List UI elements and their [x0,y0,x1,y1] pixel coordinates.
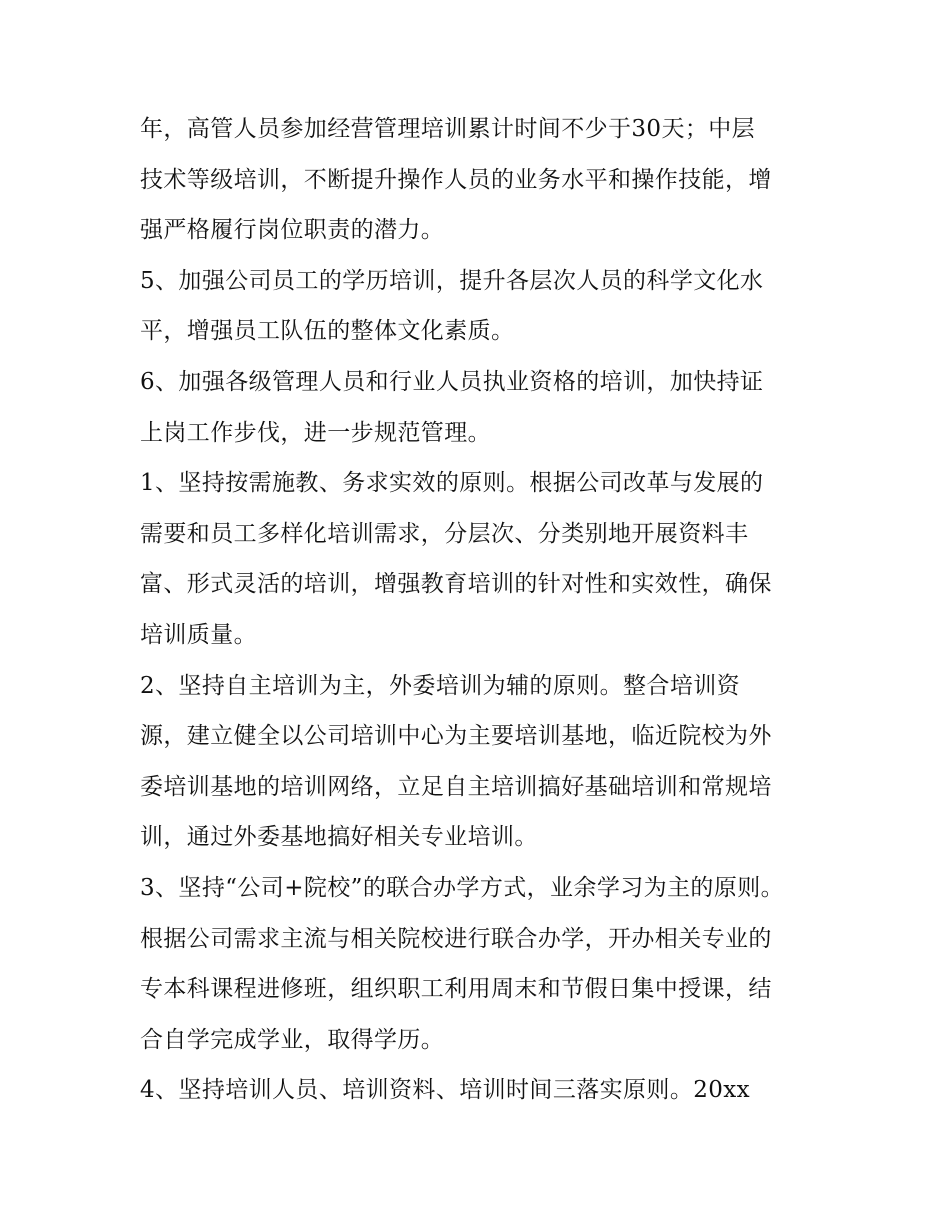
paragraph [140,1065,818,1116]
paragraph [140,104,818,256]
text-line: 技术等级培训，不断提升操作人员的业务水平和操作技能，增 [140,166,772,193]
text-line: 1、坚持按需施教、务求实效的原则。根据公司改革与发展的 [140,470,764,497]
text-line: 强严格履行岗位职责的潜力。 [140,217,445,244]
text-line: 4、坚持培训人员、培训资料、培训时间三落实原则。20xx [140,1077,751,1104]
text-line: 富、形式灵活的培训，增强教育培训的针对性和实效性，确保 [140,571,772,598]
document-body [140,104,818,1116]
text-line: 5、加强公司员工的学历培训，提升各层次人员的科学文化水 [140,267,764,294]
text-line: 源，建立健全以公司培训中心为主要培训基地，临近院校为外 [140,723,772,750]
text-line: 合自学完成学业，取得学历。 [140,1026,445,1053]
text-line: 委培训基地的培训网络，立足自主培训搞好基础培训和常规培 [140,773,772,800]
text-line: 专本科课程进修班，组织职工利用周末和节假日集中授课，结 [140,976,772,1003]
text-line: 2、坚持自主培训为主，外委培训为辅的原则。整合培训资 [140,672,741,699]
text-line: 上岗工作步伐，进一步规范管理。 [140,419,491,446]
paragraph [140,256,818,357]
text-line: 6、加强各级管理人员和行业人员执业资格的培训，加快持证 [140,368,764,395]
text-line: 平，增强员工队伍的整体文化素质。 [140,318,515,345]
text-line: 根据公司需求主流与相关院校进行联合办学，开办相关专业的 [140,925,772,952]
paragraph [140,661,818,863]
paragraph [140,863,818,1065]
text-line: 3、坚持“公司+院校”的联合办学方式，业余学习为主的原则。 [140,874,785,901]
text-line: 训，通过外委基地搞好相关专业培训。 [140,824,538,851]
paragraph [140,458,818,660]
text-line: 培训质量。 [140,621,257,648]
text-line: 需要和员工多样化培训需求，分层次、分类别地开展资料丰 [140,520,749,547]
paragraph [140,357,818,458]
text-line: 年，高管人员参加经营管理培训累计时间不少于30天；中层 [140,116,756,142]
